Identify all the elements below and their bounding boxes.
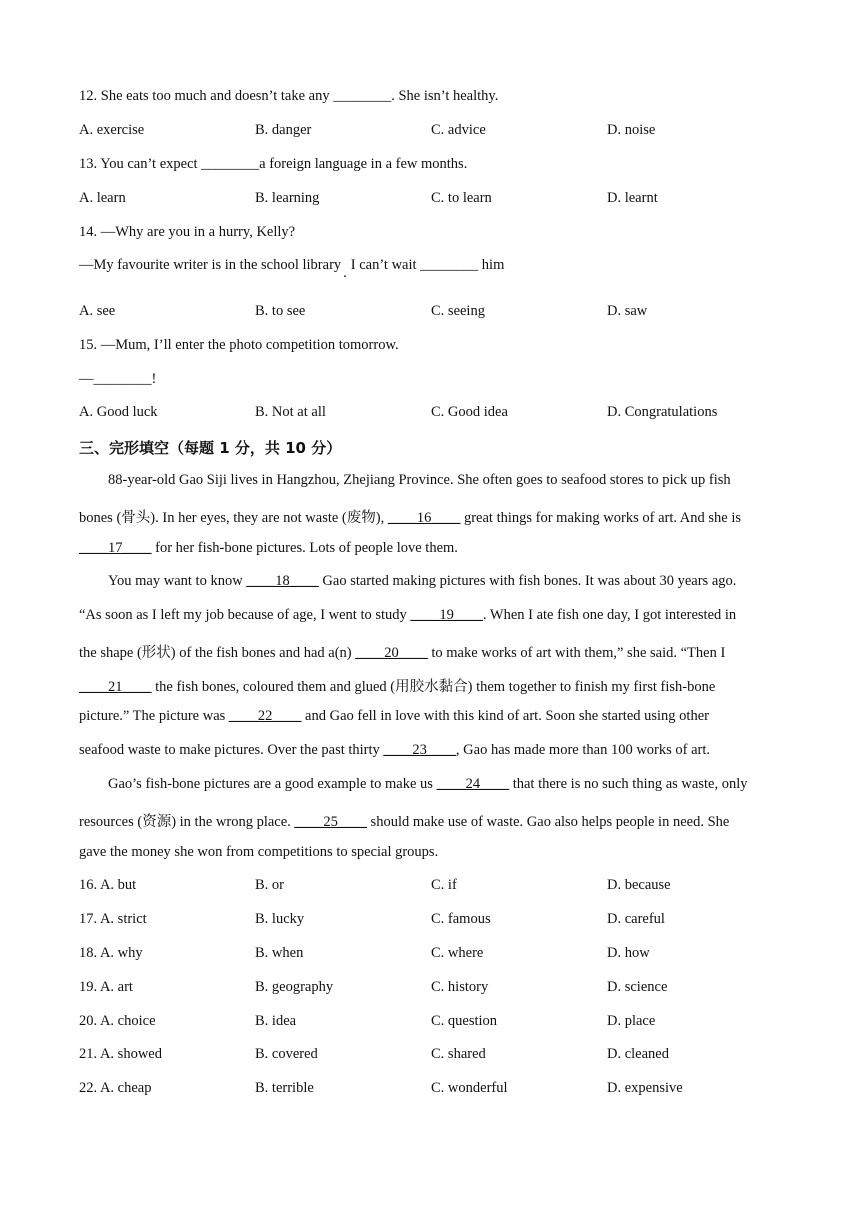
passage-text: . When I ate fish one day, I got interested in xyxy=(482,607,737,623)
option-c: C. history xyxy=(431,979,489,995)
option-b: B. covered xyxy=(255,1046,318,1062)
option-c: C. where xyxy=(431,945,484,961)
passage-line xyxy=(108,573,790,590)
passage-text: picture.” The picture was xyxy=(79,708,229,724)
option-a: A. see xyxy=(79,303,116,319)
passage-line xyxy=(79,675,790,696)
option-a: 20. A. choice xyxy=(79,1013,156,1029)
option-d: D. cleaned xyxy=(607,1046,669,1062)
option-d: D. expensive xyxy=(607,1080,683,1096)
question-15-line-2: —________! xyxy=(79,371,157,387)
blank-18: ____18____ xyxy=(246,573,319,589)
passage-text: the fish bones, coloured them and glued (用胶水黏合) them together to finish my first fish-bone xyxy=(151,679,716,695)
option-d: D. how xyxy=(607,945,650,961)
question-14-options xyxy=(79,303,799,323)
option-a: A. Good luck xyxy=(79,404,158,420)
option-b: B. when xyxy=(255,945,304,961)
option-b: B. terrible xyxy=(255,1080,314,1096)
option-a: A. exercise xyxy=(79,122,145,138)
passage-line xyxy=(108,776,790,793)
option-c: C. to learn xyxy=(431,190,492,206)
passage-text: bones (骨头). In her eyes, they are not waste (废物), xyxy=(79,510,388,526)
answer-row-16 xyxy=(79,877,799,897)
passage-line xyxy=(79,810,790,831)
question-14-line-1: 14. —Why are you in a hurry, Kelly? xyxy=(79,224,296,240)
option-d: D. science xyxy=(607,979,668,995)
passage-line xyxy=(79,607,790,624)
option-b: B. geography xyxy=(255,979,334,995)
option-c: C. famous xyxy=(431,911,491,927)
passage-text: the shape (形状) of the fish bones and had a(n) xyxy=(79,645,356,661)
option-b: B. learning xyxy=(255,190,320,206)
option-c: C. seeing xyxy=(431,303,485,319)
answer-row-21 xyxy=(79,1046,799,1066)
option-a: 18. A. why xyxy=(79,945,143,961)
passage-text: seafood waste to make pictures. Over the past thirty xyxy=(79,742,384,758)
option-a: 17. A. strict xyxy=(79,911,147,927)
passage-text: Gao started making pictures with fish bones. It was about 30 years ago. xyxy=(318,573,737,589)
passage-text: “As soon as I left my job because of age, I went to study xyxy=(79,607,411,623)
question-13-options xyxy=(79,190,799,210)
passage-text: to make works of art with them,” she said. “Then I xyxy=(427,645,726,661)
option-b: B. danger xyxy=(255,122,312,138)
passage-text: should make use of waste. Gao also helps people in need. She xyxy=(366,814,730,830)
question-14-line-2-part-1: —My favourite writer is in the school library xyxy=(79,257,342,273)
passage-text: and Gao fell in love with this kind of art. Soon she started using other xyxy=(301,708,709,724)
passage-line xyxy=(79,540,790,557)
answer-row-20 xyxy=(79,1013,799,1033)
answer-row-19 xyxy=(79,979,799,999)
option-a: 22. A. cheap xyxy=(79,1080,152,1096)
option-b: B. Not at all xyxy=(255,404,326,420)
period-mark: . xyxy=(343,265,347,281)
passage-line xyxy=(79,641,790,662)
option-b: B. or xyxy=(255,877,284,893)
option-d: D. noise xyxy=(607,122,656,138)
option-d: D. careful xyxy=(607,911,665,927)
option-b: B. idea xyxy=(255,1013,297,1029)
option-b: B. to see xyxy=(255,303,306,319)
option-a: 19. A. art xyxy=(79,979,133,995)
blank-25: ____25____ xyxy=(294,814,367,830)
question-14-line-2 xyxy=(79,257,790,281)
blank-17: ____17____ xyxy=(79,540,152,556)
option-c: C. question xyxy=(431,1013,498,1029)
blank-16: ____16____ xyxy=(387,510,461,526)
option-d: D. learnt xyxy=(607,190,658,206)
option-c: C. Good idea xyxy=(431,404,508,420)
passage-text: Gao’s fish-bone pictures are a good example to make us xyxy=(108,776,437,792)
section-heading: 三、完形填空（每题 1 分，共 10 分） xyxy=(79,439,342,457)
option-a: 16. A. but xyxy=(79,877,137,893)
question-13-stem: 13. You can’t expect ________a foreign language in a few months. xyxy=(79,156,468,172)
blank-21: ____21____ xyxy=(79,679,152,695)
answer-row-22 xyxy=(79,1080,799,1100)
option-c: C. if xyxy=(431,877,457,893)
blank-23: ____23____ xyxy=(383,742,456,758)
option-a: 21. A. showed xyxy=(79,1046,162,1062)
answer-row-17 xyxy=(79,911,799,931)
answer-row-18 xyxy=(79,945,799,965)
question-14-line-2-part-2: I can’t wait ________ him xyxy=(350,257,505,273)
passage-text: , Gao has made more than 100 works of art. xyxy=(455,742,711,758)
option-c: C. advice xyxy=(431,122,486,138)
passage-text: resources (资源) in the wrong place. xyxy=(79,814,295,830)
passage-text: great things for making works of art. And she is xyxy=(460,510,742,526)
option-b: B. lucky xyxy=(255,911,305,927)
option-d: D. saw xyxy=(607,303,648,319)
blank-24: ____24____ xyxy=(436,776,510,792)
option-d: D. because xyxy=(607,877,671,893)
passage-line xyxy=(79,742,790,759)
option-c: C. shared xyxy=(431,1046,486,1062)
passage-line xyxy=(79,708,790,725)
passage-line: gave the money she won from competitions to special groups. xyxy=(79,844,439,860)
passage-text: for her fish-bone pictures. Lots of people love them. xyxy=(151,540,458,556)
question-12-options xyxy=(79,122,799,142)
blank-20: ____20____ xyxy=(355,645,428,661)
option-d: D. Congratulations xyxy=(607,404,718,420)
option-a: A. learn xyxy=(79,190,126,206)
question-15-line-1: 15. —Mum, I’ll enter the photo competition tomorrow. xyxy=(79,337,399,353)
question-12-stem: 12. She eats too much and doesn’t take any ________. She isn’t healthy. xyxy=(79,88,499,104)
question-15-options xyxy=(79,404,799,424)
blank-22: ____22____ xyxy=(228,708,302,724)
option-c: C. wonderful xyxy=(431,1080,508,1096)
passage-text: You may want to know xyxy=(108,573,247,589)
blank-19: ____19____ xyxy=(410,607,483,623)
passage-line: 88-year-old Gao Siji lives in Hangzhou, Zhejiang Province. She often goes to seafood stores to pick up fish xyxy=(108,472,731,488)
passage-line xyxy=(79,506,790,527)
option-d: D. place xyxy=(607,1013,656,1029)
passage-text: that there is no such thing as waste, only xyxy=(509,776,748,792)
